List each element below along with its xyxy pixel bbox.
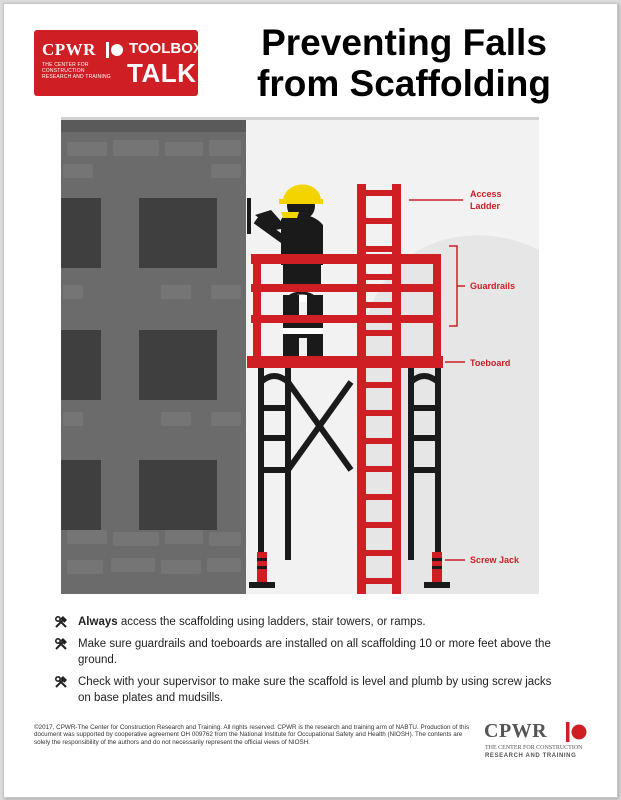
tools-icon bbox=[54, 637, 68, 651]
logo-brand: CPWR bbox=[42, 40, 96, 59]
window bbox=[61, 330, 101, 400]
cpwr-mark-icon bbox=[566, 722, 588, 742]
window bbox=[139, 198, 217, 268]
guardrail-mid bbox=[251, 284, 441, 292]
scaffold-illustration-svg bbox=[61, 120, 539, 594]
tools-icon bbox=[54, 615, 68, 629]
bullet-text: access the scaffolding using ladders, stair towers, or ramps. bbox=[117, 616, 426, 628]
guardrail-post bbox=[253, 254, 261, 360]
safety-glasses bbox=[281, 212, 299, 218]
window bbox=[61, 460, 101, 530]
footer-logo-sub-2: RESEARCH AND TRAINING bbox=[485, 753, 577, 759]
page-title bbox=[214, 22, 594, 104]
cpwr-toolbox-talk-logo bbox=[34, 30, 203, 96]
page-title-line-2: from Scaffolding bbox=[257, 63, 551, 104]
callout-screw-jack: Screw Jack bbox=[470, 555, 520, 565]
platform-toeboard bbox=[247, 356, 443, 368]
window bbox=[139, 330, 217, 400]
toolbox-talk-page bbox=[3, 3, 618, 798]
cpwr-footer-logo bbox=[482, 720, 592, 762]
bullet-item bbox=[54, 674, 559, 706]
logo-talk-text: TALK bbox=[127, 58, 197, 88]
bullet-item bbox=[54, 614, 559, 630]
logo-toolbox-text: TOOLBOX bbox=[129, 40, 203, 57]
tools-icon bbox=[54, 675, 68, 689]
cpwr-mark-icon bbox=[106, 42, 124, 58]
guardrail-lower bbox=[251, 315, 441, 323]
bullet-text: Make sure guardrails and toeboards are installed on all scaffolding 10 or more feet above the ground. bbox=[78, 638, 551, 666]
callout-guardrails: Guardrails bbox=[470, 281, 516, 291]
scaffold-illustration bbox=[61, 120, 539, 594]
guardrail-top bbox=[251, 254, 441, 264]
bullet-item bbox=[54, 636, 559, 668]
brick-wall bbox=[61, 120, 246, 594]
safety-bullet-list bbox=[54, 614, 559, 712]
bullet-lead: Always bbox=[78, 616, 118, 628]
window bbox=[61, 198, 101, 268]
footer-logo-brand: CPWR bbox=[484, 720, 548, 742]
window bbox=[139, 460, 217, 530]
callout-access-ladder-line-2: Ladder bbox=[470, 201, 501, 211]
copyright-notice: ©2017, CPWR-The Center for Construction Research and Training. All rights reserved. CPWR is the research and training arm of NABTU. Production of this document was supported by cooperative agreement OH 009762 from the National Institute for Occupational Safety and Health (NIOSH). The contents are solely the responsibility of the authors and do not necessarily represent the official views of NIOSH. bbox=[34, 724, 470, 746]
logo-brand-subtitle: THE CENTER FOR CONSTRUCTION RESEARCH AND TRAINING bbox=[42, 62, 111, 80]
trowel-handle bbox=[247, 198, 251, 234]
bullet-text: Check with your supervisor to make sure the scaffold is level and plumb by using screw jacks on base plates and mudsills. bbox=[78, 676, 552, 704]
page-title-line-1: Preventing Falls bbox=[261, 22, 547, 63]
guardrail-post bbox=[433, 254, 441, 360]
callout-access-ladder-line-1: Access bbox=[470, 189, 502, 199]
callout-toeboard: Toeboard bbox=[470, 358, 511, 368]
footer-logo-sub-1: THE CENTER FOR CONSTRUCTION bbox=[485, 745, 583, 751]
callout-access-ladder bbox=[470, 188, 502, 212]
